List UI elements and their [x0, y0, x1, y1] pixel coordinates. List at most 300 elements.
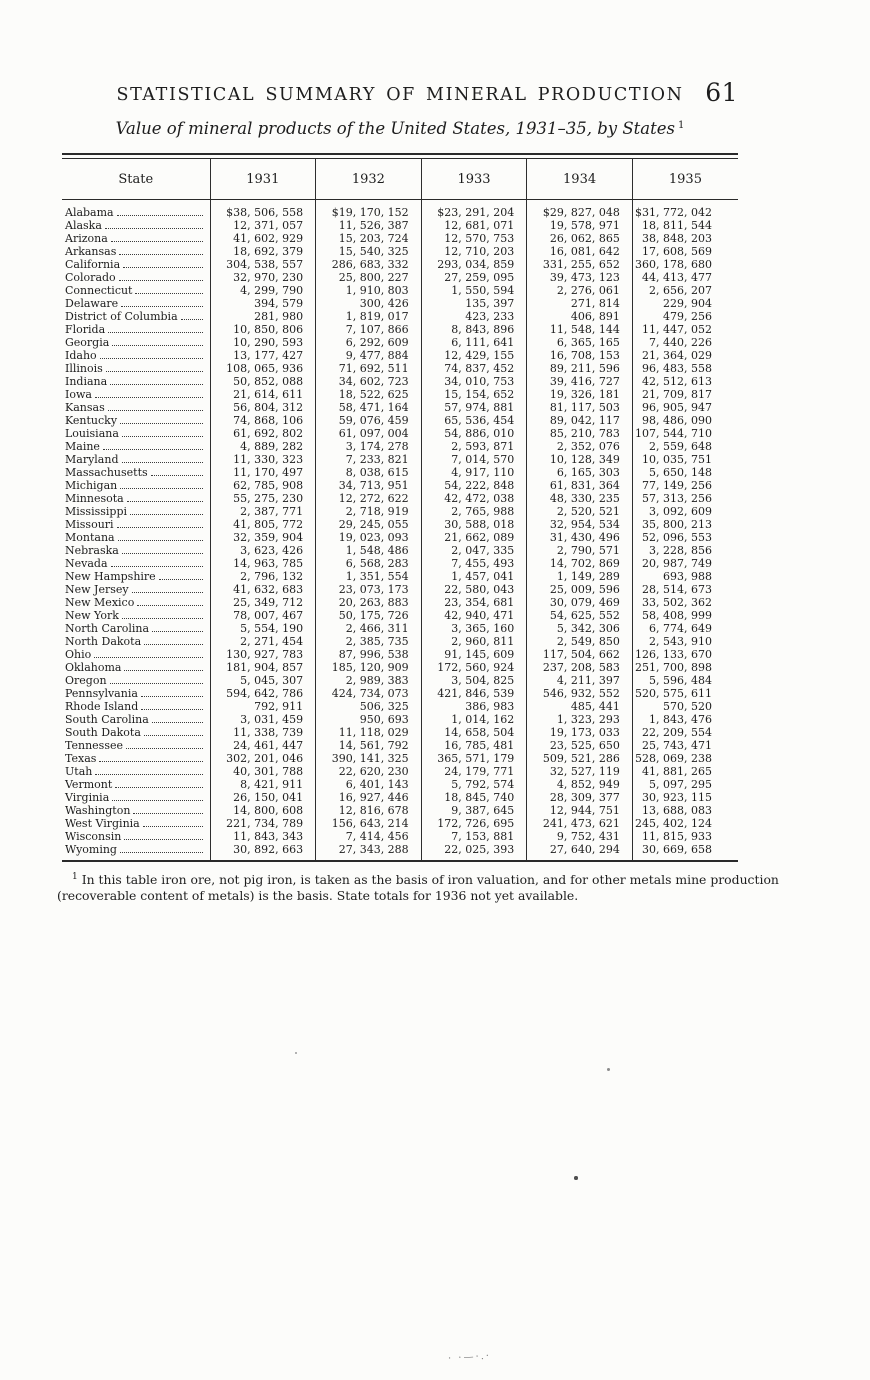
value-cell: 7, 014, 570: [421, 453, 527, 466]
value-cell: 2, 796, 132: [210, 570, 316, 583]
table-row: [62, 830, 738, 843]
value-cell: 2, 543, 910: [632, 635, 738, 648]
dot-leader: [141, 700, 202, 710]
value-cell: 14, 561, 792: [316, 739, 422, 752]
value-cell: 423, 233: [421, 310, 527, 323]
table-row: [62, 375, 738, 388]
value-cell: 286, 683, 332: [316, 258, 422, 271]
state-name: West Virginia: [65, 816, 140, 830]
table-row: [62, 271, 738, 284]
value-cell: 12, 710, 203: [421, 245, 527, 258]
value-cell: 479, 256: [632, 310, 738, 323]
value-cell: 62, 785, 908: [210, 479, 316, 492]
table-caption-text: Value of mineral products of the United States, 1931–35, by States: [115, 119, 675, 138]
value-cell: 27, 343, 288: [316, 843, 422, 861]
value-cell: 3, 174, 278: [316, 440, 422, 453]
value-cell: 5, 650, 148: [632, 466, 738, 479]
value-cell: 4, 917, 110: [421, 466, 527, 479]
column-header-1932: 1932: [316, 158, 422, 199]
state-name: New York: [65, 608, 119, 622]
table-row: [62, 232, 738, 245]
table-row: [62, 817, 738, 830]
value-cell: 33, 502, 362: [632, 596, 738, 609]
value-cell: 19, 326, 181: [527, 388, 633, 401]
value-cell: 3, 228, 856: [632, 544, 738, 557]
value-cell: 12, 681, 071: [421, 219, 527, 232]
table-row: [62, 700, 738, 713]
state-name: Iowa: [65, 387, 92, 401]
dot-leader: [120, 479, 202, 489]
masthead: [62, 78, 738, 107]
value-cell: 32, 527, 119: [527, 765, 633, 778]
state-cell: [62, 323, 210, 336]
state-name: New Jersey: [65, 582, 129, 596]
table-row: [62, 258, 738, 271]
value-cell: 35, 800, 213: [632, 518, 738, 531]
value-cell: 6, 401, 143: [316, 778, 422, 791]
value-cell: 85, 210, 783: [527, 427, 633, 440]
value-cell: 2, 549, 850: [527, 635, 633, 648]
dot-leader: [122, 453, 203, 463]
column-header-1931: 1931: [210, 158, 316, 199]
state-name: Illinois: [65, 361, 103, 375]
value-cell: 3, 092, 609: [632, 505, 738, 518]
value-cell: 16, 785, 481: [421, 739, 527, 752]
value-cell: 8, 421, 911: [210, 778, 316, 791]
state-cell: [62, 713, 210, 726]
dot-leader: [130, 505, 203, 515]
value-cell: 394, 579: [210, 297, 316, 310]
value-cell: 11, 548, 144: [527, 323, 633, 336]
state-name: Michigan: [65, 478, 118, 492]
value-cell: 2, 276, 061: [527, 284, 633, 297]
value-cell: 15, 154, 652: [421, 388, 527, 401]
value-cell: 2, 559, 648: [632, 440, 738, 453]
value-cell: 14, 963, 785: [210, 557, 316, 570]
state-name: Minnesota: [65, 491, 124, 505]
state-cell: [62, 284, 210, 297]
table-row: [62, 843, 738, 861]
dot-leader: [144, 726, 203, 736]
dot-leader: [151, 466, 203, 476]
value-cell: 331, 255, 652: [527, 258, 633, 271]
dot-leader: [94, 648, 202, 658]
value-cell: 16, 927, 446: [316, 791, 422, 804]
value-cell: 302, 201, 046: [210, 752, 316, 765]
value-cell: 58, 408, 999: [632, 609, 738, 622]
dot-leader: [111, 557, 203, 567]
table-row: [62, 336, 738, 349]
value-cell: 32, 954, 534: [527, 518, 633, 531]
state-name: South Carolina: [65, 712, 149, 726]
value-cell: $23, 291, 204: [421, 199, 527, 219]
state-cell: [62, 843, 210, 861]
value-cell: 950, 693: [316, 713, 422, 726]
value-cell: 18, 845, 740: [421, 791, 527, 804]
value-cell: 77, 149, 256: [632, 479, 738, 492]
table-row: [62, 583, 738, 596]
value-cell: 2, 989, 383: [316, 674, 422, 687]
value-cell: 3, 504, 825: [421, 674, 527, 687]
value-cell: 96, 483, 558: [632, 362, 738, 375]
table-row: [62, 349, 738, 362]
state-name: Washington: [65, 803, 131, 817]
state-name: Wisconsin: [65, 829, 122, 843]
value-cell: 17, 608, 569: [632, 245, 738, 258]
dot-leader: [126, 739, 203, 749]
value-cell: 32, 359, 904: [210, 531, 316, 544]
table-row: [62, 674, 738, 687]
state-cell: [62, 492, 210, 505]
value-cell: 12, 272, 622: [316, 492, 422, 505]
value-cell: 42, 940, 471: [421, 609, 527, 622]
value-cell: 12, 371, 057: [210, 219, 316, 232]
state-name: Maine: [65, 439, 100, 453]
state-cell: [62, 310, 210, 323]
value-cell: 18, 811, 544: [632, 219, 738, 232]
value-cell: 24, 179, 771: [421, 765, 527, 778]
table-row: [62, 804, 738, 817]
value-cell: 11, 118, 029: [316, 726, 422, 739]
state-name: Georgia: [65, 335, 110, 349]
state-cell: [62, 297, 210, 310]
table-row: [62, 622, 738, 635]
table-row: [62, 518, 738, 531]
value-cell: 237, 208, 583: [527, 661, 633, 674]
value-cell: 130, 927, 783: [210, 648, 316, 661]
value-cell: 22, 620, 230: [316, 765, 422, 778]
column-header-1934: 1934: [527, 158, 633, 199]
dot-leader: [124, 661, 202, 671]
value-cell: 26, 062, 865: [527, 232, 633, 245]
value-cell: 11, 330, 323: [210, 453, 316, 466]
dot-leader: [115, 778, 202, 788]
state-cell: [62, 687, 210, 700]
state-name: Virginia: [65, 790, 110, 804]
state-cell: [62, 791, 210, 804]
value-cell: 421, 846, 539: [421, 687, 527, 700]
value-cell: 5, 097, 295: [632, 778, 738, 791]
state-cell: [62, 661, 210, 674]
table-row: [62, 752, 738, 765]
mineral-production-table-wrap: [62, 153, 738, 862]
value-cell: 9, 752, 431: [527, 830, 633, 843]
value-cell: 54, 625, 552: [527, 609, 633, 622]
value-cell: 22, 209, 554: [632, 726, 738, 739]
state-cell: [62, 830, 210, 843]
state-cell: [62, 349, 210, 362]
dot-leader: [111, 232, 203, 242]
dot-leader: [120, 414, 202, 424]
value-cell: 57, 313, 256: [632, 492, 738, 505]
table-row: [62, 219, 738, 232]
value-cell: 14, 702, 869: [527, 557, 633, 570]
value-cell: 10, 850, 806: [210, 323, 316, 336]
value-cell: 13, 177, 427: [210, 349, 316, 362]
value-cell: 11, 170, 497: [210, 466, 316, 479]
state-cell: [62, 479, 210, 492]
value-cell: 54, 222, 848: [421, 479, 527, 492]
state-name: Vermont: [65, 777, 113, 791]
state-cell: [62, 336, 210, 349]
state-name: North Dakota: [65, 634, 142, 648]
value-cell: 89, 042, 117: [527, 414, 633, 427]
value-cell: 56, 804, 312: [210, 401, 316, 414]
value-cell: 9, 477, 884: [316, 349, 422, 362]
value-cell: 6, 365, 165: [527, 336, 633, 349]
state-name: South Dakota: [65, 725, 141, 739]
state-cell: [62, 401, 210, 414]
value-cell: 41, 805, 772: [210, 518, 316, 531]
value-cell: 25, 349, 712: [210, 596, 316, 609]
state-cell: [62, 466, 210, 479]
table-row: [62, 557, 738, 570]
dot-leader: [137, 596, 202, 606]
value-cell: 61, 097, 004: [316, 427, 422, 440]
value-cell: 6, 774, 649: [632, 622, 738, 635]
dot-leader: [118, 531, 203, 541]
dot-leader: [143, 817, 203, 827]
value-cell: 10, 128, 349: [527, 453, 633, 466]
value-cell: 24, 461, 447: [210, 739, 316, 752]
value-cell: 44, 413, 477: [632, 271, 738, 284]
table-row: [62, 661, 738, 674]
value-cell: 39, 473, 123: [527, 271, 633, 284]
value-cell: 506, 325: [316, 700, 422, 713]
state-name: Indiana: [65, 374, 108, 388]
value-cell: 386, 983: [421, 700, 527, 713]
dot-leader: [120, 843, 203, 853]
dot-leader: [122, 427, 203, 437]
table-row: [62, 687, 738, 700]
value-cell: 360, 178, 680: [632, 258, 738, 271]
table-row: [62, 427, 738, 440]
value-cell: 15, 540, 325: [316, 245, 422, 258]
state-name: Delaware: [65, 296, 119, 310]
dot-leader: [181, 310, 203, 320]
state-name: Connecticut: [65, 283, 133, 297]
value-cell: 107, 544, 710: [632, 427, 738, 440]
value-cell: 20, 987, 749: [632, 557, 738, 570]
value-cell: 22, 025, 393: [421, 843, 527, 861]
value-cell: 61, 831, 364: [527, 479, 633, 492]
value-cell: 23, 073, 173: [316, 583, 422, 596]
value-cell: 14, 800, 608: [210, 804, 316, 817]
value-cell: 38, 848, 203: [632, 232, 738, 245]
table-row: [62, 388, 738, 401]
table-row: [62, 739, 738, 752]
value-cell: 18, 522, 625: [316, 388, 422, 401]
state-name: Oregon: [65, 673, 107, 687]
value-cell: 41, 632, 683: [210, 583, 316, 596]
dot-leader: [110, 674, 203, 684]
dot-leader: [108, 401, 203, 411]
state-cell: [62, 583, 210, 596]
value-cell: 4, 889, 282: [210, 440, 316, 453]
value-cell: 11, 447, 052: [632, 323, 738, 336]
value-cell: 22, 580, 043: [421, 583, 527, 596]
state-name: Maryland: [65, 452, 119, 466]
state-cell: [62, 726, 210, 739]
value-cell: 293, 034, 859: [421, 258, 527, 271]
state-name: Colorado: [65, 270, 116, 284]
value-cell: 30, 079, 469: [527, 596, 633, 609]
value-cell: 1, 149, 289: [527, 570, 633, 583]
state-name: Wyoming: [65, 842, 117, 856]
value-cell: 1, 910, 803: [316, 284, 422, 297]
table-body: [62, 199, 738, 861]
table-row: [62, 245, 738, 258]
state-cell: [62, 648, 210, 661]
state-name: Rhode Island: [65, 699, 139, 713]
table-row: [62, 505, 738, 518]
state-cell: [62, 739, 210, 752]
table-row: [62, 401, 738, 414]
state-cell: [62, 453, 210, 466]
value-cell: 25, 800, 227: [316, 271, 422, 284]
value-cell: 7, 440, 226: [632, 336, 738, 349]
state-name: Nevada: [65, 556, 108, 570]
value-cell: 6, 568, 283: [316, 557, 422, 570]
value-cell: 1, 323, 293: [527, 713, 633, 726]
value-cell: 7, 233, 821: [316, 453, 422, 466]
state-cell: [62, 388, 210, 401]
value-cell: 50, 175, 726: [316, 609, 422, 622]
value-cell: 172, 560, 924: [421, 661, 527, 674]
state-cell: [62, 557, 210, 570]
table-row: [62, 323, 738, 336]
dot-leader: [152, 622, 202, 632]
scan-smudge: · ·—·.·: [447, 1350, 492, 1365]
value-cell: 30, 588, 018: [421, 518, 527, 531]
value-cell: 1, 548, 486: [316, 544, 422, 557]
value-cell: 87, 996, 538: [316, 648, 422, 661]
value-cell: 117, 504, 662: [527, 648, 633, 661]
dot-leader: [99, 752, 202, 762]
value-cell: 3, 623, 426: [210, 544, 316, 557]
dot-leader: [124, 830, 202, 840]
value-cell: 61, 692, 802: [210, 427, 316, 440]
value-cell: 406, 891: [527, 310, 633, 323]
state-name: Massachusetts: [65, 465, 148, 479]
state-cell: [62, 752, 210, 765]
scan-speck: [607, 1068, 610, 1071]
dot-leader: [123, 258, 202, 268]
state-cell: [62, 778, 210, 791]
value-cell: 34, 602, 723: [316, 375, 422, 388]
value-cell: 58, 471, 164: [316, 401, 422, 414]
state-cell: [62, 544, 210, 557]
dot-leader: [106, 362, 203, 372]
table-row: [62, 726, 738, 739]
state-name: District of Columbia: [65, 309, 178, 323]
value-cell: 19, 173, 033: [527, 726, 633, 739]
table-row: [62, 635, 738, 648]
state-cell: [62, 700, 210, 713]
page-title: STATISTICAL SUMMARY OF MINERAL PRODUCTION: [116, 85, 684, 105]
value-cell: 2, 466, 311: [316, 622, 422, 635]
state-name: Louisiana: [65, 426, 119, 440]
dot-leader: [103, 440, 203, 450]
value-cell: 30, 669, 658: [632, 843, 738, 861]
value-cell: 281, 980: [210, 310, 316, 323]
scan-speck: [295, 1052, 297, 1054]
state-cell: [62, 245, 210, 258]
table-row: [62, 466, 738, 479]
dot-leader: [159, 570, 203, 580]
value-cell: 21, 662, 089: [421, 531, 527, 544]
value-cell: 2, 593, 871: [421, 440, 527, 453]
state-name: Missouri: [65, 517, 114, 531]
state-cell: [62, 804, 210, 817]
value-cell: 546, 932, 552: [527, 687, 633, 700]
value-cell: 96, 905, 947: [632, 401, 738, 414]
dot-leader: [117, 206, 203, 216]
table-row: [62, 609, 738, 622]
value-cell: $29, 827, 048: [527, 199, 633, 219]
value-cell: 241, 473, 621: [527, 817, 633, 830]
value-cell: 2, 960, 811: [421, 635, 527, 648]
value-cell: 13, 688, 083: [632, 804, 738, 817]
state-name: New Mexico: [65, 595, 135, 609]
table-row: [62, 765, 738, 778]
state-cell: [62, 609, 210, 622]
value-cell: 1, 819, 017: [316, 310, 422, 323]
value-cell: 15, 203, 724: [316, 232, 422, 245]
value-cell: 11, 843, 343: [210, 830, 316, 843]
value-cell: 229, 904: [632, 297, 738, 310]
value-cell: 8, 843, 896: [421, 323, 527, 336]
value-cell: 20, 263, 883: [316, 596, 422, 609]
value-cell: 6, 292, 609: [316, 336, 422, 349]
state-name: Kansas: [65, 400, 105, 414]
value-cell: 185, 120, 909: [316, 661, 422, 674]
state-cell: [62, 199, 210, 219]
value-cell: 5, 596, 484: [632, 674, 738, 687]
state-name: Arkansas: [65, 244, 117, 258]
table-row: [62, 453, 738, 466]
table-row: [62, 791, 738, 804]
value-cell: 792, 911: [210, 700, 316, 713]
value-cell: 11, 526, 387: [316, 219, 422, 232]
value-cell: 108, 065, 936: [210, 362, 316, 375]
state-name: Florida: [65, 322, 106, 336]
value-cell: 54, 886, 010: [421, 427, 527, 440]
dot-leader: [119, 245, 202, 255]
value-cell: 390, 141, 325: [316, 752, 422, 765]
table-row: [62, 414, 738, 427]
state-name: Montana: [65, 530, 115, 544]
state-cell: [62, 271, 210, 284]
value-cell: 271, 814: [527, 297, 633, 310]
column-header-state: State: [62, 158, 210, 199]
state-cell: [62, 375, 210, 388]
value-cell: 528, 069, 238: [632, 752, 738, 765]
table-row: [62, 570, 738, 583]
value-cell: 78, 007, 467: [210, 609, 316, 622]
value-cell: 6, 165, 303: [527, 466, 633, 479]
state-cell: [62, 622, 210, 635]
state-cell: [62, 570, 210, 583]
value-cell: 2, 387, 771: [210, 505, 316, 518]
dot-leader: [117, 518, 203, 528]
value-cell: 74, 837, 452: [421, 362, 527, 375]
value-cell: 172, 726, 695: [421, 817, 527, 830]
value-cell: 594, 642, 786: [210, 687, 316, 700]
dot-leader: [152, 713, 203, 723]
value-cell: $19, 170, 152: [316, 199, 422, 219]
value-cell: 5, 554, 190: [210, 622, 316, 635]
